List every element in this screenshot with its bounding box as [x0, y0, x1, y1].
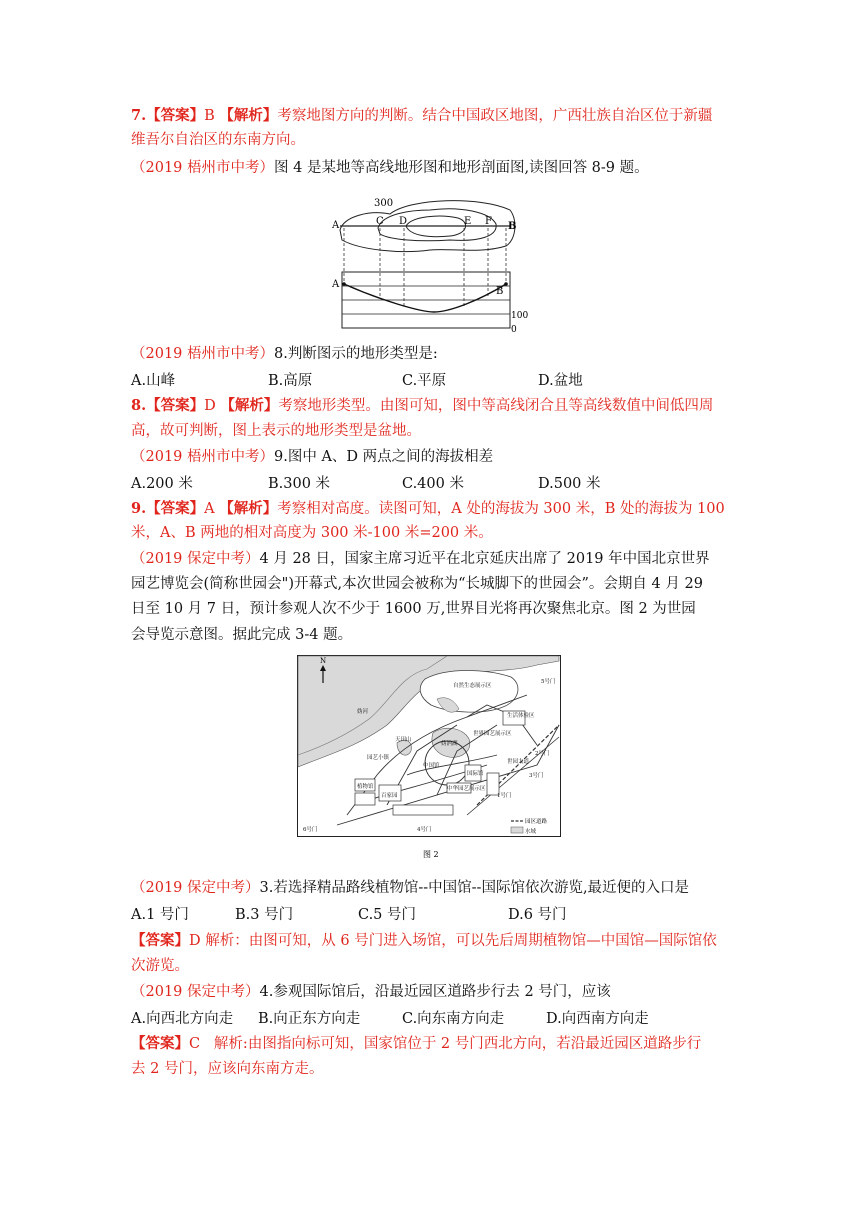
option-d: D.向西南方向走: [546, 1011, 649, 1027]
source-tag: （2019 保定中考）: [131, 551, 260, 567]
q4-answer-line1: [131, 1033, 731, 1055]
stem-3-4-line3: 日至 10 月 7 日，预计参观人次不少于 1600 万,世界目光将再次聚焦北京。图 2 为世园: [131, 601, 696, 617]
question-text: 3.若选择精品路线植物馆--中国馆--国际馆依次游览,最近便的入口是: [259, 880, 690, 896]
question-text: 9.图中 A、D 两点之间的海拔相差: [274, 449, 494, 465]
map-label: 6号门: [303, 827, 318, 833]
option-c: C.向东南方向走: [402, 1011, 505, 1027]
axis-label-0: 0: [511, 325, 517, 335]
q4-options: [131, 1007, 731, 1029]
answer-letter: D: [204, 398, 216, 414]
map-label: 中华园艺展示区: [447, 786, 486, 792]
figure-caption: 图 2: [423, 850, 439, 859]
stem-text: 4 月 28 日，国家主席习近平在北京延庆出席了 2019 年中国北京世界: [259, 551, 710, 567]
option-b: B.向正东方向走: [258, 1011, 361, 1027]
map-label: 天田山: [395, 737, 412, 743]
expo-map-figure: [297, 655, 561, 865]
stem-3-4-line1: [131, 548, 731, 570]
option-d: D.500 米: [538, 476, 601, 492]
answer-label: 8.【答案】: [131, 397, 205, 414]
map-label: 国际馆: [467, 771, 484, 777]
source-tag: （2019 梧州市中考）: [131, 346, 275, 362]
q8-question: [131, 343, 731, 365]
map-label: 中国馆: [423, 763, 440, 769]
stem-text: 图 4 是某地等高线地形图和地形剖面图,读图回答 8-9 题。: [274, 160, 649, 176]
explanation-text: 考察地图方向的判断。结合中国政区地图，广西壮族自治区位于新疆: [277, 108, 713, 124]
point-label: F: [485, 216, 492, 227]
answer-label: 【答案】: [131, 1035, 189, 1052]
map-label: 园艺小镇: [367, 755, 390, 761]
q8-answer-line2: 高，故可判断，图上表示的地形类型是盆地。: [131, 423, 421, 439]
map-label: 妫汭湖: [441, 741, 458, 747]
q8-answer-line1: [131, 395, 731, 417]
point-label: C: [376, 216, 384, 227]
stem-3-4-line2: 园艺博览会(简称世园会")开幕式,本次世园会被称为“长城脚下的世园会”。会期自 4 月 29: [131, 576, 703, 592]
option-d: D.盆地: [538, 373, 583, 389]
explanation-text: 考察地形类型。由图可知，图中等高线闭合且等高线数值中间低四周: [278, 398, 714, 414]
stem-3-4-line4: 会导览示意图。据此完成 3-4 题。: [131, 627, 353, 643]
source-tag: （2019 保定中考）: [131, 880, 260, 896]
q7-answer-line2: 维吾尔自治区的东南方向。: [131, 132, 305, 148]
q9-answer-line1: [131, 498, 731, 520]
explanation-text: 解析:由图指向标可知，国家馆位于 2 号门西北方向，若沿最近园区道路步行: [200, 1036, 702, 1052]
map-label: 2号门: [535, 751, 550, 757]
question-text: 4.参观国际馆后，沿最近园区道路步行去 2 号门，应该: [259, 984, 611, 1000]
point-label: D: [399, 216, 408, 227]
map-label: 生活体验区: [507, 713, 535, 719]
source-tag: （2019 梧州市中考）: [131, 160, 275, 176]
option-b: B.高原: [268, 373, 313, 389]
q4-question: [131, 981, 731, 1003]
q9-options: [131, 472, 731, 494]
svg-text:水域: 水域: [525, 829, 537, 835]
map-label: 1号门: [497, 793, 512, 799]
q3-answer-line1: [131, 930, 731, 952]
q8-options: [131, 369, 731, 391]
q9-answer-line2: 米，A、B 两地的相对高度为 300 米-100 米=200 米。: [131, 525, 493, 541]
axis-label-100: 100: [511, 311, 529, 321]
explanation-text: 解析：由图可知，从 6 号门进入场馆，可以先后周期植物馆—中国馆—国际馆依: [200, 933, 717, 949]
map-label: 3号门: [529, 773, 544, 779]
map-label: 5号门: [541, 679, 556, 685]
svg-text:N: N: [320, 657, 327, 665]
map-label: 妫河: [357, 709, 369, 715]
answer-label: 9.【答案】: [131, 500, 205, 517]
stem-8-9: [131, 157, 731, 179]
q9-question: [131, 446, 731, 468]
map-label: 4号门: [417, 827, 432, 833]
q7-answer-line1: [131, 105, 731, 127]
map-label: 世园大道: [507, 759, 530, 765]
option-b: B.3 号门: [235, 907, 294, 923]
q3-answer-line2: 次游览。: [131, 958, 189, 974]
option-c: C.5 号门: [358, 907, 417, 923]
answer-label: 【答案】: [131, 932, 189, 949]
point-label: B: [508, 221, 517, 232]
explanation-label: 【解析】: [220, 397, 279, 414]
explanation-text: 考察相对高度。读图可知，A 处的海拔为 300 米，B 处的海拔为 100: [277, 501, 725, 517]
answer-letter: A: [204, 501, 215, 517]
option-a: A.向西北方向走: [131, 1011, 234, 1027]
option-a: A.山峰: [131, 373, 176, 389]
contour-label: 300: [374, 198, 394, 209]
option-c: C.400 米: [402, 476, 464, 492]
q3-question: [131, 877, 731, 899]
source-tag: （2019 梧州市中考）: [131, 449, 275, 465]
q3-options: [131, 903, 731, 925]
contour-profile-figure: [330, 188, 529, 335]
explanation-label: 【解析】: [219, 107, 278, 124]
profile-label-left: A: [332, 279, 340, 290]
map-label: 植物馆: [357, 784, 374, 790]
option-d: D.6 号门: [508, 907, 567, 923]
explanation-label: 【解析】: [219, 500, 278, 517]
map-label: 世界园艺展示区: [473, 731, 512, 737]
map-label: 自然生态展示区: [453, 683, 492, 689]
option-a: A.200 米: [131, 476, 193, 492]
answer-label: 7.【答案】: [131, 107, 205, 124]
profile-label-right: B: [496, 286, 504, 297]
map-label: 百家园: [381, 793, 398, 799]
answer-letter: D: [189, 933, 201, 949]
question-text: 8.判断图示的地形类型是:: [274, 346, 438, 362]
source-tag: （2019 保定中考）: [131, 984, 260, 1000]
point-label: E: [464, 216, 472, 227]
option-c: C.平原: [402, 373, 447, 389]
option-a: A.1 号门: [131, 907, 189, 923]
q4-answer-line2: 去 2 号门，应该向东南方走。: [131, 1061, 324, 1077]
answer-letter: B: [204, 108, 215, 124]
answer-letter: C: [189, 1036, 201, 1052]
option-b: B.300 米: [268, 476, 331, 492]
svg-text:园区道路: 园区道路: [525, 819, 548, 825]
point-label: A: [332, 220, 340, 231]
